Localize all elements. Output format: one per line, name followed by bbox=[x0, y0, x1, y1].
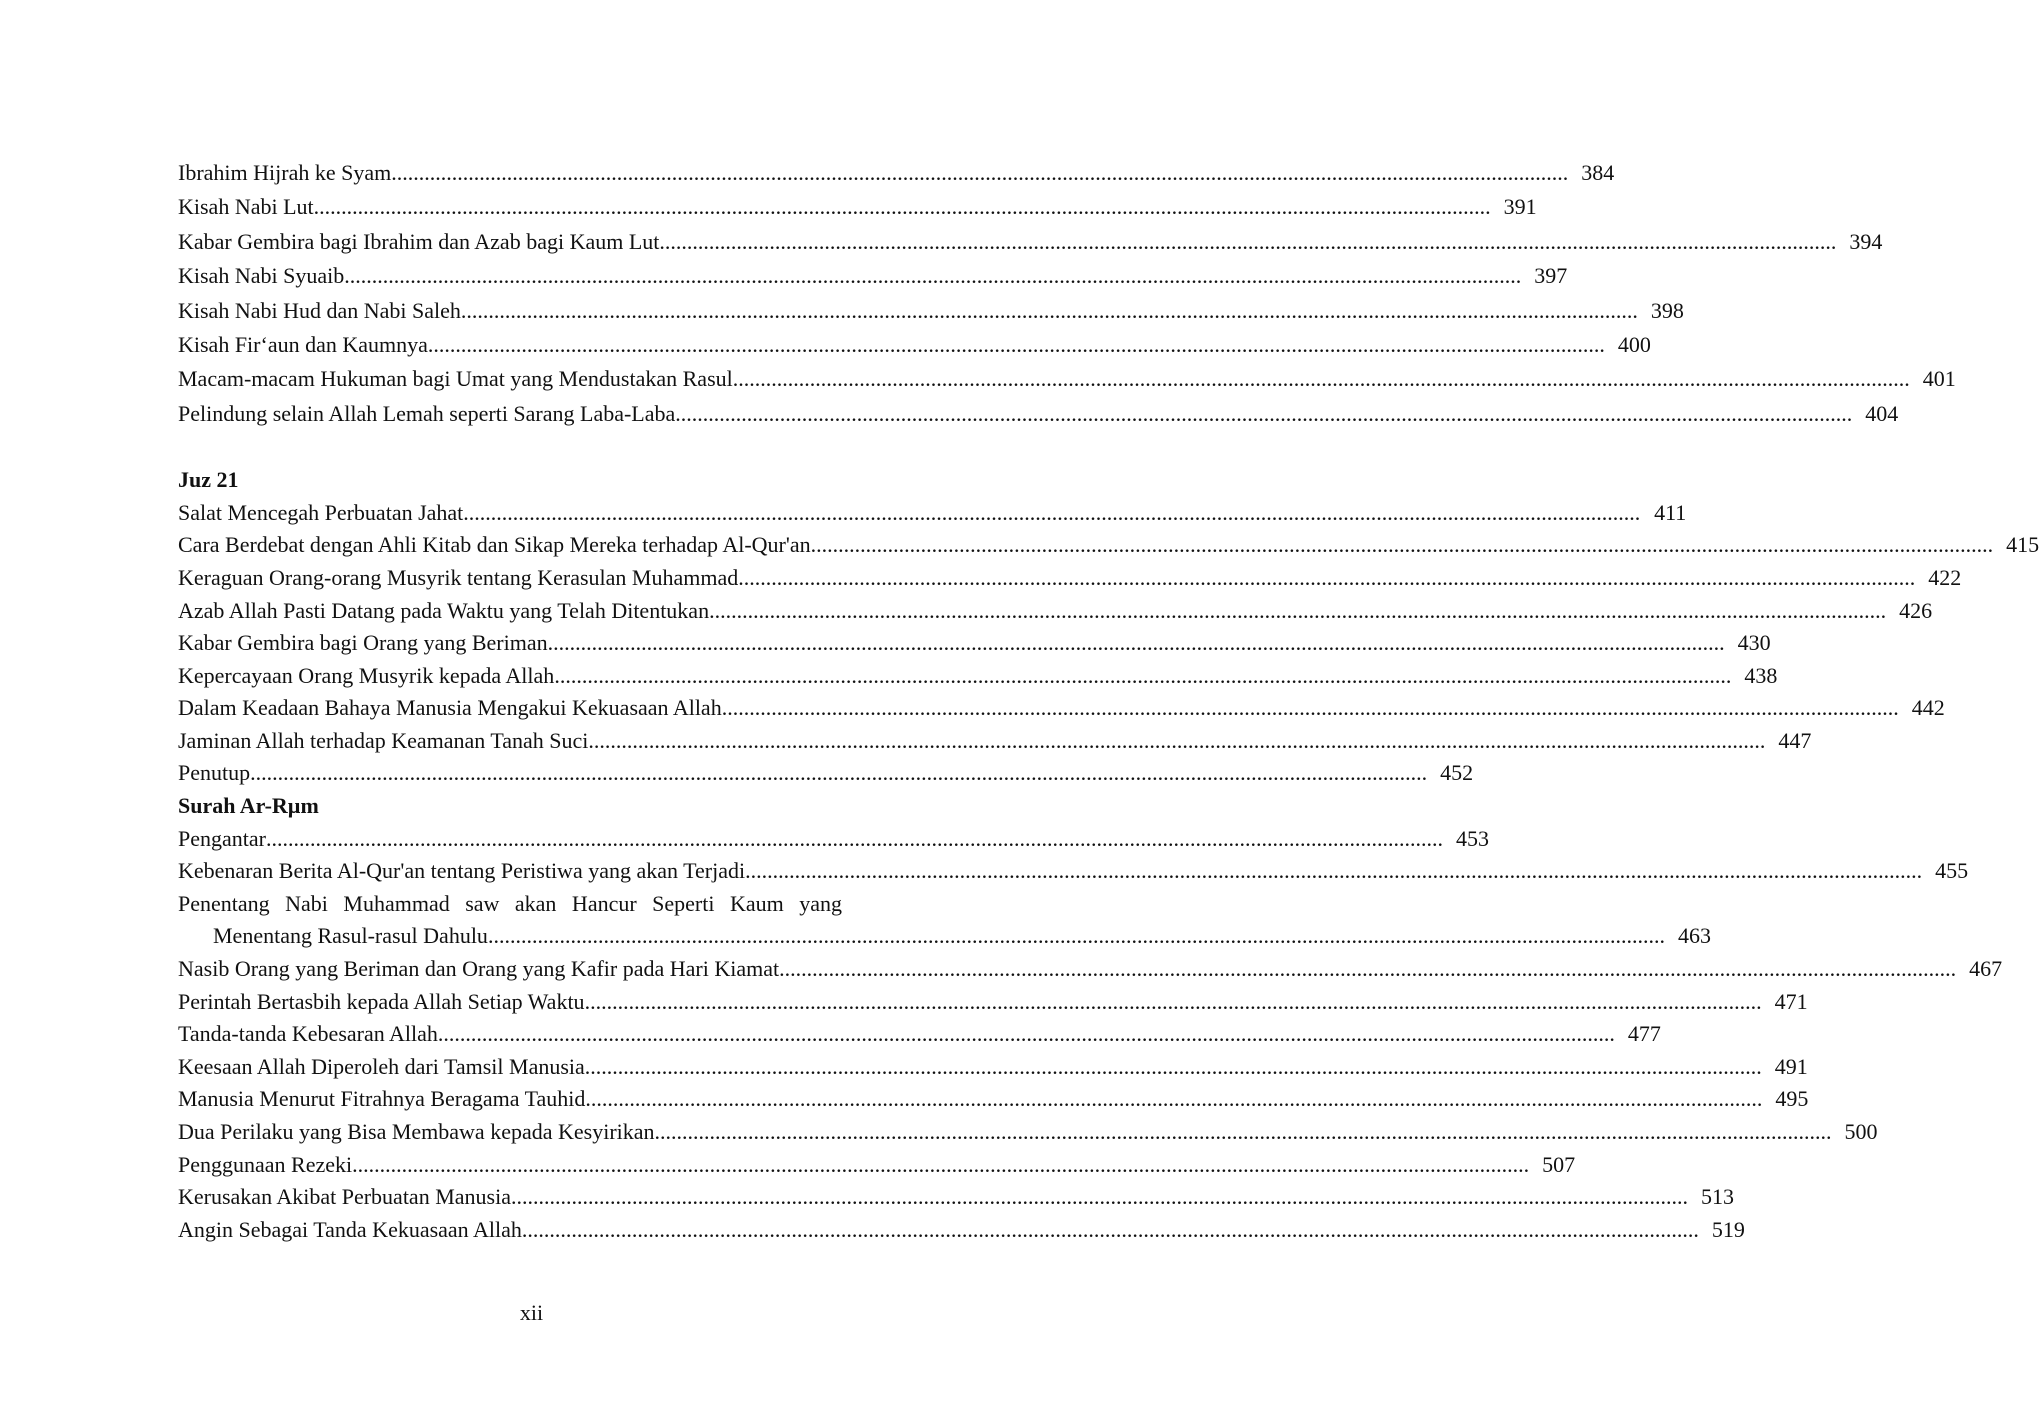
dot-leader bbox=[554, 660, 1731, 693]
toc-entry[interactable] bbox=[178, 1214, 1745, 1247]
toc-entry[interactable] bbox=[178, 986, 1808, 1019]
toc-entry-page: 491 bbox=[1774, 1053, 1808, 1079]
toc-entry-page: 398 bbox=[1650, 297, 1684, 323]
dot-leader bbox=[655, 1116, 1832, 1149]
toc-entry-title: Ibrahim Hijrah ke Syam bbox=[178, 160, 392, 185]
dot-leader bbox=[585, 1083, 1762, 1116]
toc-group-surah-rest bbox=[178, 953, 2003, 1246]
dot-leader bbox=[585, 1051, 1762, 1084]
dot-leader bbox=[266, 823, 1443, 856]
toc-entry-line2 bbox=[178, 920, 1711, 953]
toc-entry-page: 447 bbox=[1778, 727, 1812, 753]
toc-entry-page: 455 bbox=[1935, 858, 1969, 884]
toc-entry[interactable] bbox=[178, 562, 1962, 595]
toc-entry-page: 519 bbox=[1711, 1216, 1745, 1242]
toc-entry[interactable] bbox=[178, 397, 1899, 431]
dot-leader bbox=[659, 225, 1836, 259]
toc-entry-title: Keesaan Allah Diperoleh dari Tamsil Manusia bbox=[178, 1053, 585, 1079]
toc-entry-wrapped[interactable] bbox=[178, 888, 1711, 953]
toc-entry[interactable] bbox=[178, 362, 1956, 396]
dot-leader bbox=[461, 294, 1638, 328]
toc-entry[interactable] bbox=[178, 1181, 1734, 1214]
dot-leader bbox=[585, 986, 1762, 1019]
toc-entry[interactable] bbox=[178, 328, 1651, 362]
dot-leader bbox=[391, 156, 1568, 190]
toc-entry-page: 430 bbox=[1737, 630, 1771, 656]
toc-entry-page: 391 bbox=[1503, 194, 1537, 220]
toc-entry-title: Angin Sebagai Tanda Kekuasaan Allah bbox=[178, 1216, 522, 1242]
toc-entry-page: 400 bbox=[1617, 331, 1651, 357]
toc-entry[interactable] bbox=[178, 190, 1537, 224]
toc-entry[interactable] bbox=[178, 156, 1615, 190]
toc-entry[interactable] bbox=[178, 259, 1568, 293]
dot-leader bbox=[722, 692, 1899, 725]
toc-entry-title: Manusia Menurut Fitrahnya Beragama Tauhid bbox=[178, 1086, 586, 1112]
dot-leader bbox=[709, 595, 1886, 628]
toc-entry[interactable] bbox=[178, 529, 2039, 562]
toc-entry[interactable] bbox=[178, 627, 1771, 660]
toc-entry-title: Cara Berdebat dengan Ahli Kitab dan Sikap Mereka terhadap Al-Qur'an. bbox=[178, 532, 817, 558]
toc-entry-title: Kisah Nabi Lut bbox=[178, 194, 314, 220]
toc-entry[interactable] bbox=[178, 823, 1489, 856]
toc-entry-page: 415 bbox=[2006, 532, 2039, 558]
toc-entry[interactable] bbox=[178, 497, 1687, 530]
toc-entry[interactable] bbox=[178, 1149, 1576, 1182]
dot-leader bbox=[488, 920, 1665, 953]
toc-entry-title: Jaminan Allah terhadap Keamanan Tanah Suci bbox=[178, 727, 589, 753]
dot-leader bbox=[816, 529, 1993, 562]
page-number: xii bbox=[519, 1300, 544, 1325]
toc-entry[interactable] bbox=[178, 660, 1778, 693]
toc-entry-page: 471 bbox=[1774, 988, 1808, 1014]
surah-heading: Surah Ar-Rµm bbox=[178, 793, 319, 819]
dot-leader bbox=[738, 562, 1915, 595]
toc-entry-page: 411 bbox=[1654, 499, 1687, 525]
toc-entry-title: Nasib Orang yang Beriman dan Orang yang Kafir pada Hari Kiamat bbox=[178, 956, 780, 982]
section-spacer bbox=[178, 431, 886, 464]
toc-entry-page: 401 bbox=[1922, 366, 1956, 392]
dot-leader bbox=[463, 497, 1640, 530]
dot-leader bbox=[745, 855, 1922, 888]
toc-entry[interactable] bbox=[178, 1051, 1808, 1084]
dot-leader bbox=[314, 190, 1491, 224]
toc-entry-title: Pengantar bbox=[178, 825, 266, 851]
toc-entry-title: Kepercayaan Orang Musyrik kepada Allah bbox=[178, 662, 555, 688]
toc-entry-title: Macam-macam Hukuman bagi Umat yang Mendustakan Rasul bbox=[178, 366, 733, 392]
toc-entry-title: Penutup bbox=[178, 760, 251, 786]
toc-entry[interactable] bbox=[178, 1116, 1878, 1149]
toc-entry[interactable] bbox=[178, 1018, 1661, 1051]
toc-entry-page: 438 bbox=[1744, 662, 1778, 688]
toc-entry-title: Tanda-tanda Kebesaran Allah bbox=[178, 1021, 438, 1047]
toc-entry-title: Kisah Nabi Hud dan Nabi Saleh bbox=[178, 297, 461, 323]
toc-entry-page: 513 bbox=[1700, 1184, 1734, 1210]
dot-leader bbox=[675, 397, 1852, 431]
toc-entry[interactable] bbox=[178, 692, 1945, 725]
toc-entry-title: Keraguan Orang-orang Musyrik tentang Kerasulan Muhammad bbox=[178, 564, 739, 590]
toc-entry-page: 467 bbox=[1969, 956, 2003, 982]
toc-entry-page: 404 bbox=[1865, 400, 1899, 426]
toc-entry-title: Kabar Gembira bagi Ibrahim dan Azab bagi Kaum Lut bbox=[178, 228, 660, 254]
toc-entry-page: 384 bbox=[1581, 160, 1615, 185]
toc-entry-page: 452 bbox=[1440, 760, 1474, 786]
toc-entry[interactable] bbox=[178, 1083, 1809, 1116]
toc-entry-title: Kabar Gembira bagi Orang yang Beriman bbox=[178, 630, 548, 656]
toc-entry-title: Perintah Bertasbih kepada Allah Setiap Waktu bbox=[178, 988, 585, 1014]
toc-entry-page: 397 bbox=[1534, 263, 1568, 289]
dot-leader bbox=[733, 362, 1910, 396]
toc-entry-title: Kebenaran Berita Al-Qur'an tentang Peristiwa yang akan Terjadi bbox=[178, 858, 746, 884]
toc-entry[interactable] bbox=[178, 595, 1933, 628]
toc-entry[interactable] bbox=[178, 953, 2003, 986]
toc-group-juz-20 bbox=[178, 156, 1956, 431]
toc-entry[interactable] bbox=[178, 757, 1474, 790]
toc-entry-title: Kisah Fir‘aun dan Kaumnya bbox=[178, 331, 428, 357]
toc-entry-page: 500 bbox=[1844, 1119, 1878, 1144]
dot-leader bbox=[428, 328, 1605, 362]
dot-leader bbox=[438, 1018, 1615, 1051]
toc-entry-page: 442 bbox=[1911, 695, 1945, 721]
juz-heading: Juz 21 bbox=[178, 467, 239, 493]
toc-entry-title: Penggunaan Rezeki bbox=[178, 1151, 353, 1177]
toc-entry-title-line2: Menentang Rasul-rasul Dahulu bbox=[213, 923, 488, 949]
toc-entry-title: Salat Mencegah Perbuatan Jahat bbox=[178, 499, 464, 525]
toc-entry[interactable] bbox=[178, 225, 1883, 259]
toc-entry-page: 463 bbox=[1677, 923, 1711, 949]
toc-entry-page: 507 bbox=[1542, 1151, 1576, 1177]
dot-leader bbox=[522, 1214, 1699, 1247]
toc-entry-title-line1: Penentang Nabi Muhammad saw akan Hancur Seperti Kaum yang bbox=[178, 890, 842, 916]
toc-entry[interactable] bbox=[178, 855, 1969, 888]
toc-entry-page: 422 bbox=[1928, 564, 1962, 590]
toc-entry-page: 495 bbox=[1775, 1086, 1809, 1112]
dot-leader bbox=[250, 757, 1427, 790]
toc-entry-page: 394 bbox=[1849, 228, 1883, 254]
toc-entry-page: 453 bbox=[1455, 825, 1489, 851]
toc-entry[interactable] bbox=[178, 725, 1812, 758]
toc-entry-title: Pelindung selain Allah Lemah seperti Sarang Laba-Laba bbox=[178, 400, 676, 426]
dot-leader bbox=[344, 259, 1521, 293]
toc-entry-page: 477 bbox=[1627, 1021, 1661, 1047]
toc-entry-title: Kerusakan Akibat Perbuatan Manusia bbox=[178, 1184, 511, 1210]
toc-entry-title: Kisah Nabi Syuaib bbox=[178, 263, 345, 289]
toc-entry[interactable] bbox=[178, 294, 1684, 328]
toc-group-surah-intro bbox=[178, 823, 1969, 888]
dot-leader bbox=[352, 1149, 1529, 1182]
toc-entry-title: Dalam Keadaan Bahaya Manusia Mengakui Kekuasaan Allah bbox=[178, 695, 722, 721]
toc-group-juz-21 bbox=[178, 497, 2039, 790]
dot-leader bbox=[779, 953, 1956, 986]
table-of-contents bbox=[178, 156, 2039, 1246]
toc-entry-title: Dua Perilaku yang Bisa Membawa kepada Kesyirikan bbox=[178, 1119, 655, 1144]
toc-entry-title: Azab Allah Pasti Datang pada Waktu yang Telah Ditentukan bbox=[178, 597, 710, 623]
toc-entry-page: 426 bbox=[1899, 597, 1933, 623]
dot-leader bbox=[511, 1181, 1688, 1214]
dot-leader bbox=[588, 725, 1765, 758]
dot-leader bbox=[548, 627, 1725, 660]
